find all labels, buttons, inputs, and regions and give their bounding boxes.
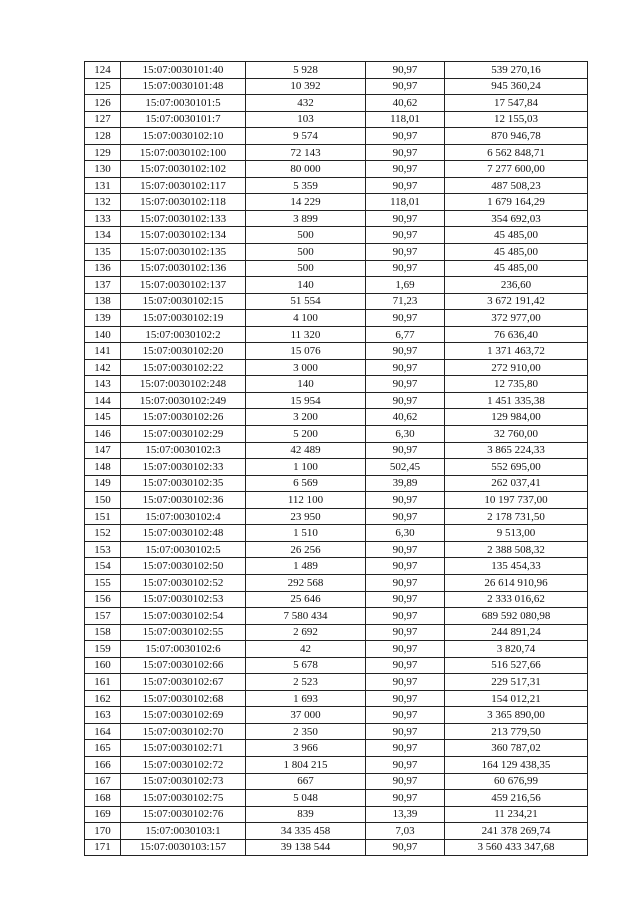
table-row: [85, 310, 588, 327]
cadastral-number-cell: 15:07:0030102:48: [121, 525, 246, 542]
value-cell: 236,60: [445, 277, 588, 294]
rate-cell: 90,97: [366, 210, 445, 227]
row-number-cell: 133: [85, 210, 121, 227]
table-row: [85, 492, 588, 509]
rate-cell: 90,97: [366, 492, 445, 509]
area-cell: 1 489: [246, 558, 366, 575]
table-row: [85, 591, 588, 608]
rate-cell: 90,97: [366, 674, 445, 691]
value-cell: 3 820,74: [445, 641, 588, 658]
area-cell: 15 954: [246, 392, 366, 409]
cadastral-number-cell: 15:07:0030101:5: [121, 95, 246, 112]
rate-cell: 90,97: [366, 624, 445, 641]
table-row: [85, 194, 588, 211]
value-cell: 3 560 433 347,68: [445, 839, 588, 856]
value-cell: 241 378 269,74: [445, 823, 588, 840]
rate-cell: 90,97: [366, 790, 445, 807]
value-cell: 164 129 438,35: [445, 756, 588, 773]
table-row: [85, 144, 588, 161]
rate-cell: 6,77: [366, 326, 445, 343]
table-row: [85, 657, 588, 674]
area-cell: 2 523: [246, 674, 366, 691]
row-number-cell: 159: [85, 641, 121, 658]
row-number-cell: 128: [85, 128, 121, 145]
area-cell: 51 554: [246, 293, 366, 310]
value-cell: 3 672 191,42: [445, 293, 588, 310]
area-cell: 500: [246, 260, 366, 277]
rate-cell: 90,97: [366, 558, 445, 575]
row-number-cell: 168: [85, 790, 121, 807]
value-cell: 945 360,24: [445, 78, 588, 95]
rate-cell: 90,97: [366, 244, 445, 261]
rate-cell: 13,39: [366, 806, 445, 823]
area-cell: 500: [246, 227, 366, 244]
area-cell: 6 569: [246, 475, 366, 492]
rate-cell: 90,97: [366, 740, 445, 757]
cadastral-number-cell: 15:07:0030102:134: [121, 227, 246, 244]
area-cell: 500: [246, 244, 366, 261]
cadastral-number-cell: 15:07:0030102:26: [121, 409, 246, 426]
area-cell: 34 335 458: [246, 823, 366, 840]
row-number-cell: 136: [85, 260, 121, 277]
table-row: [85, 674, 588, 691]
value-cell: 45 485,00: [445, 260, 588, 277]
table-row: [85, 95, 588, 112]
cadastral-number-cell: 15:07:0030102:117: [121, 177, 246, 194]
row-number-cell: 145: [85, 409, 121, 426]
cadastral-number-cell: 15:07:0030102:52: [121, 574, 246, 591]
value-cell: 26 614 910,96: [445, 574, 588, 591]
value-cell: 9 513,00: [445, 525, 588, 542]
cadastral-number-cell: 15:07:0030102:136: [121, 260, 246, 277]
table-row: [85, 541, 588, 558]
rate-cell: 90,97: [366, 690, 445, 707]
cadastral-number-cell: 15:07:0030102:137: [121, 277, 246, 294]
table-row: [85, 392, 588, 409]
table-row: [85, 210, 588, 227]
area-cell: 7 580 434: [246, 608, 366, 625]
row-number-cell: 167: [85, 773, 121, 790]
rate-cell: 1,69: [366, 277, 445, 294]
value-cell: 372 977,00: [445, 310, 588, 327]
value-cell: 459 216,56: [445, 790, 588, 807]
area-cell: 432: [246, 95, 366, 112]
table-row: [85, 128, 588, 145]
cadastral-number-cell: 15:07:0030102:22: [121, 359, 246, 376]
table-row: [85, 740, 588, 757]
table-row: [85, 177, 588, 194]
table-row: [85, 574, 588, 591]
row-number-cell: 149: [85, 475, 121, 492]
rate-cell: 90,97: [366, 260, 445, 277]
rate-cell: 90,97: [366, 78, 445, 95]
row-number-cell: 134: [85, 227, 121, 244]
cadastral-number-cell: 15:07:0030102:66: [121, 657, 246, 674]
table-row: [85, 376, 588, 393]
table-row: [85, 343, 588, 360]
area-cell: 140: [246, 376, 366, 393]
row-number-cell: 127: [85, 111, 121, 128]
area-cell: 5 048: [246, 790, 366, 807]
cadastral-number-cell: 15:07:0030103:157: [121, 839, 246, 856]
area-cell: 15 076: [246, 343, 366, 360]
row-number-cell: 146: [85, 426, 121, 443]
cadastral-number-cell: 15:07:0030101:7: [121, 111, 246, 128]
row-number-cell: 151: [85, 508, 121, 525]
row-number-cell: 171: [85, 839, 121, 856]
area-cell: 72 143: [246, 144, 366, 161]
area-cell: 292 568: [246, 574, 366, 591]
area-cell: 112 100: [246, 492, 366, 509]
value-cell: 354 692,03: [445, 210, 588, 227]
rate-cell: 39,89: [366, 475, 445, 492]
table-row: [85, 508, 588, 525]
row-number-cell: 148: [85, 459, 121, 476]
area-cell: 80 000: [246, 161, 366, 178]
value-cell: 32 760,00: [445, 426, 588, 443]
area-cell: 140: [246, 277, 366, 294]
value-cell: 45 485,00: [445, 227, 588, 244]
value-cell: 516 527,66: [445, 657, 588, 674]
cadastral-number-cell: 15:07:0030102:50: [121, 558, 246, 575]
area-cell: 10 392: [246, 78, 366, 95]
table-body: [85, 62, 588, 856]
table-row: [85, 475, 588, 492]
cadastral-number-cell: 15:07:0030102:15: [121, 293, 246, 310]
row-number-cell: 147: [85, 442, 121, 459]
row-number-cell: 165: [85, 740, 121, 757]
cadastral-number-cell: 15:07:0030102:118: [121, 194, 246, 211]
row-number-cell: 135: [85, 244, 121, 261]
value-cell: 870 946,78: [445, 128, 588, 145]
table-row: [85, 790, 588, 807]
row-number-cell: 143: [85, 376, 121, 393]
value-cell: 10 197 737,00: [445, 492, 588, 509]
rate-cell: 7,03: [366, 823, 445, 840]
rate-cell: 90,97: [366, 574, 445, 591]
cadastral-number-cell: 15:07:0030102:69: [121, 707, 246, 724]
area-cell: 2 692: [246, 624, 366, 641]
value-cell: 154 012,21: [445, 690, 588, 707]
cadastral-number-cell: 15:07:0030102:135: [121, 244, 246, 261]
cadastral-number-cell: 15:07:0030102:3: [121, 442, 246, 459]
table-row: [85, 806, 588, 823]
value-cell: 1 371 463,72: [445, 343, 588, 360]
rate-cell: 71,23: [366, 293, 445, 310]
rate-cell: 90,97: [366, 343, 445, 360]
cadastral-number-cell: 15:07:0030102:55: [121, 624, 246, 641]
area-cell: 9 574: [246, 128, 366, 145]
table-row: [85, 641, 588, 658]
cadastral-number-cell: 15:07:0030102:36: [121, 492, 246, 509]
value-cell: 3 865 224,33: [445, 442, 588, 459]
area-cell: 103: [246, 111, 366, 128]
area-cell: 5 928: [246, 62, 366, 79]
value-cell: 2 333 016,62: [445, 591, 588, 608]
cadastral-number-cell: 15:07:0030102:72: [121, 756, 246, 773]
row-number-cell: 131: [85, 177, 121, 194]
value-cell: 11 234,21: [445, 806, 588, 823]
table-row: [85, 442, 588, 459]
area-cell: 5 200: [246, 426, 366, 443]
cadastral-number-cell: 15:07:0030102:35: [121, 475, 246, 492]
rate-cell: 90,97: [366, 359, 445, 376]
table-row: [85, 773, 588, 790]
row-number-cell: 140: [85, 326, 121, 343]
value-cell: 213 779,50: [445, 723, 588, 740]
value-cell: 539 270,16: [445, 62, 588, 79]
rate-cell: 90,97: [366, 508, 445, 525]
row-number-cell: 124: [85, 62, 121, 79]
row-number-cell: 160: [85, 657, 121, 674]
area-cell: 25 646: [246, 591, 366, 608]
area-cell: 23 950: [246, 508, 366, 525]
rate-cell: 90,97: [366, 161, 445, 178]
rate-cell: 6,30: [366, 525, 445, 542]
cadastral-number-cell: 15:07:0030101:40: [121, 62, 246, 79]
row-number-cell: 129: [85, 144, 121, 161]
rate-cell: 90,97: [366, 541, 445, 558]
area-cell: 667: [246, 773, 366, 790]
cadastral-number-cell: 15:07:0030102:2: [121, 326, 246, 343]
table-row: [85, 723, 588, 740]
value-cell: 1 451 335,38: [445, 392, 588, 409]
value-cell: 2 388 508,32: [445, 541, 588, 558]
area-cell: 1 100: [246, 459, 366, 476]
value-cell: 17 547,84: [445, 95, 588, 112]
value-cell: 262 037,41: [445, 475, 588, 492]
row-number-cell: 125: [85, 78, 121, 95]
cadastral-number-cell: 15:07:0030102:67: [121, 674, 246, 691]
row-number-cell: 150: [85, 492, 121, 509]
value-cell: 229 517,31: [445, 674, 588, 691]
value-cell: 3 365 890,00: [445, 707, 588, 724]
cadastral-number-cell: 15:07:0030102:76: [121, 806, 246, 823]
rate-cell: 90,97: [366, 442, 445, 459]
table-row: [85, 839, 588, 856]
area-cell: 11 320: [246, 326, 366, 343]
value-cell: 12 155,03: [445, 111, 588, 128]
row-number-cell: 130: [85, 161, 121, 178]
cadastral-number-cell: 15:07:0030101:48: [121, 78, 246, 95]
area-cell: 1 693: [246, 690, 366, 707]
area-cell: 26 256: [246, 541, 366, 558]
area-cell: 39 138 544: [246, 839, 366, 856]
value-cell: 60 676,99: [445, 773, 588, 790]
value-cell: 1 679 164,29: [445, 194, 588, 211]
cadastral-number-cell: 15:07:0030102:4: [121, 508, 246, 525]
value-cell: 76 636,40: [445, 326, 588, 343]
area-cell: 14 229: [246, 194, 366, 211]
table-row: [85, 608, 588, 625]
cadastral-number-cell: 15:07:0030102:6: [121, 641, 246, 658]
area-cell: 5 678: [246, 657, 366, 674]
row-number-cell: 157: [85, 608, 121, 625]
rate-cell: 90,97: [366, 392, 445, 409]
table-row: [85, 244, 588, 261]
row-number-cell: 138: [85, 293, 121, 310]
cadastral-number-cell: 15:07:0030102:10: [121, 128, 246, 145]
table-row: [85, 293, 588, 310]
table-row: [85, 111, 588, 128]
row-number-cell: 166: [85, 756, 121, 773]
rate-cell: 90,97: [366, 608, 445, 625]
rate-cell: 90,97: [366, 657, 445, 674]
table-row: [85, 756, 588, 773]
table-row: [85, 277, 588, 294]
row-number-cell: 162: [85, 690, 121, 707]
table-row: [85, 409, 588, 426]
table-row: [85, 459, 588, 476]
rate-cell: 90,97: [366, 376, 445, 393]
rate-cell: 118,01: [366, 111, 445, 128]
area-cell: 3 966: [246, 740, 366, 757]
area-cell: 4 100: [246, 310, 366, 327]
area-cell: 3 200: [246, 409, 366, 426]
value-cell: 689 592 080,98: [445, 608, 588, 625]
area-cell: 3 899: [246, 210, 366, 227]
table-row: [85, 690, 588, 707]
row-number-cell: 141: [85, 343, 121, 360]
rate-cell: 90,97: [366, 756, 445, 773]
row-number-cell: 163: [85, 707, 121, 724]
cadastral-number-cell: 15:07:0030102:29: [121, 426, 246, 443]
cadastral-number-cell: 15:07:0030102:70: [121, 723, 246, 740]
cadastral-number-cell: 15:07:0030102:73: [121, 773, 246, 790]
table-row: [85, 426, 588, 443]
row-number-cell: 170: [85, 823, 121, 840]
area-cell: 839: [246, 806, 366, 823]
rate-cell: 90,97: [366, 707, 445, 724]
value-cell: 6 562 848,71: [445, 144, 588, 161]
row-number-cell: 161: [85, 674, 121, 691]
value-cell: 2 178 731,50: [445, 508, 588, 525]
rate-cell: 6,30: [366, 426, 445, 443]
row-number-cell: 132: [85, 194, 121, 211]
row-number-cell: 144: [85, 392, 121, 409]
cadastral-value-table: [84, 61, 588, 856]
row-number-cell: 156: [85, 591, 121, 608]
area-cell: 5 359: [246, 177, 366, 194]
row-number-cell: 155: [85, 574, 121, 591]
cadastral-number-cell: 15:07:0030102:54: [121, 608, 246, 625]
rate-cell: 90,97: [366, 310, 445, 327]
cadastral-number-cell: 15:07:0030102:5: [121, 541, 246, 558]
value-cell: 7 277 600,00: [445, 161, 588, 178]
cadastral-number-cell: 15:07:0030102:68: [121, 690, 246, 707]
cadastral-number-cell: 15:07:0030102:102: [121, 161, 246, 178]
table-row: [85, 624, 588, 641]
rate-cell: 118,01: [366, 194, 445, 211]
value-cell: 272 910,00: [445, 359, 588, 376]
rate-cell: 40,62: [366, 95, 445, 112]
row-number-cell: 139: [85, 310, 121, 327]
table-row: [85, 359, 588, 376]
value-cell: 552 695,00: [445, 459, 588, 476]
value-cell: 45 485,00: [445, 244, 588, 261]
row-number-cell: 169: [85, 806, 121, 823]
cadastral-number-cell: 15:07:0030102:53: [121, 591, 246, 608]
rate-cell: 90,97: [366, 62, 445, 79]
cadastral-number-cell: 15:07:0030102:248: [121, 376, 246, 393]
rate-cell: 90,97: [366, 227, 445, 244]
row-number-cell: 154: [85, 558, 121, 575]
cadastral-number-cell: 15:07:0030102:71: [121, 740, 246, 757]
rate-cell: 90,97: [366, 591, 445, 608]
cadastral-number-cell: 15:07:0030102:75: [121, 790, 246, 807]
cadastral-number-cell: 15:07:0030102:133: [121, 210, 246, 227]
area-cell: 1 510: [246, 525, 366, 542]
area-cell: 42: [246, 641, 366, 658]
rate-cell: 90,97: [366, 177, 445, 194]
rate-cell: 90,97: [366, 723, 445, 740]
row-number-cell: 137: [85, 277, 121, 294]
table-row: [85, 227, 588, 244]
table-row: [85, 161, 588, 178]
rate-cell: 40,62: [366, 409, 445, 426]
area-cell: 37 000: [246, 707, 366, 724]
rate-cell: 90,97: [366, 641, 445, 658]
cadastral-number-cell: 15:07:0030103:1: [121, 823, 246, 840]
table-row: [85, 707, 588, 724]
cadastral-number-cell: 15:07:0030102:20: [121, 343, 246, 360]
cadastral-number-cell: 15:07:0030102:19: [121, 310, 246, 327]
rate-cell: 90,97: [366, 128, 445, 145]
row-number-cell: 158: [85, 624, 121, 641]
row-number-cell: 142: [85, 359, 121, 376]
rate-cell: 90,97: [366, 839, 445, 856]
row-number-cell: 126: [85, 95, 121, 112]
value-cell: 244 891,24: [445, 624, 588, 641]
table-row: [85, 62, 588, 79]
cadastral-number-cell: 15:07:0030102:249: [121, 392, 246, 409]
cadastral-number-cell: 15:07:0030102:33: [121, 459, 246, 476]
table-row: [85, 326, 588, 343]
row-number-cell: 164: [85, 723, 121, 740]
row-number-cell: 152: [85, 525, 121, 542]
area-cell: 3 000: [246, 359, 366, 376]
cadastral-number-cell: 15:07:0030102:100: [121, 144, 246, 161]
value-cell: 360 787,02: [445, 740, 588, 757]
area-cell: 1 804 215: [246, 756, 366, 773]
area-cell: 2 350: [246, 723, 366, 740]
table-row: [85, 823, 588, 840]
value-cell: 129 984,00: [445, 409, 588, 426]
area-cell: 42 489: [246, 442, 366, 459]
table-row: [85, 78, 588, 95]
table-row: [85, 260, 588, 277]
rate-cell: 90,97: [366, 773, 445, 790]
rate-cell: 90,97: [366, 144, 445, 161]
rate-cell: 502,45: [366, 459, 445, 476]
table-row: [85, 558, 588, 575]
value-cell: 487 508,23: [445, 177, 588, 194]
value-cell: 135 454,33: [445, 558, 588, 575]
table-row: [85, 525, 588, 542]
row-number-cell: 153: [85, 541, 121, 558]
value-cell: 12 735,80: [445, 376, 588, 393]
